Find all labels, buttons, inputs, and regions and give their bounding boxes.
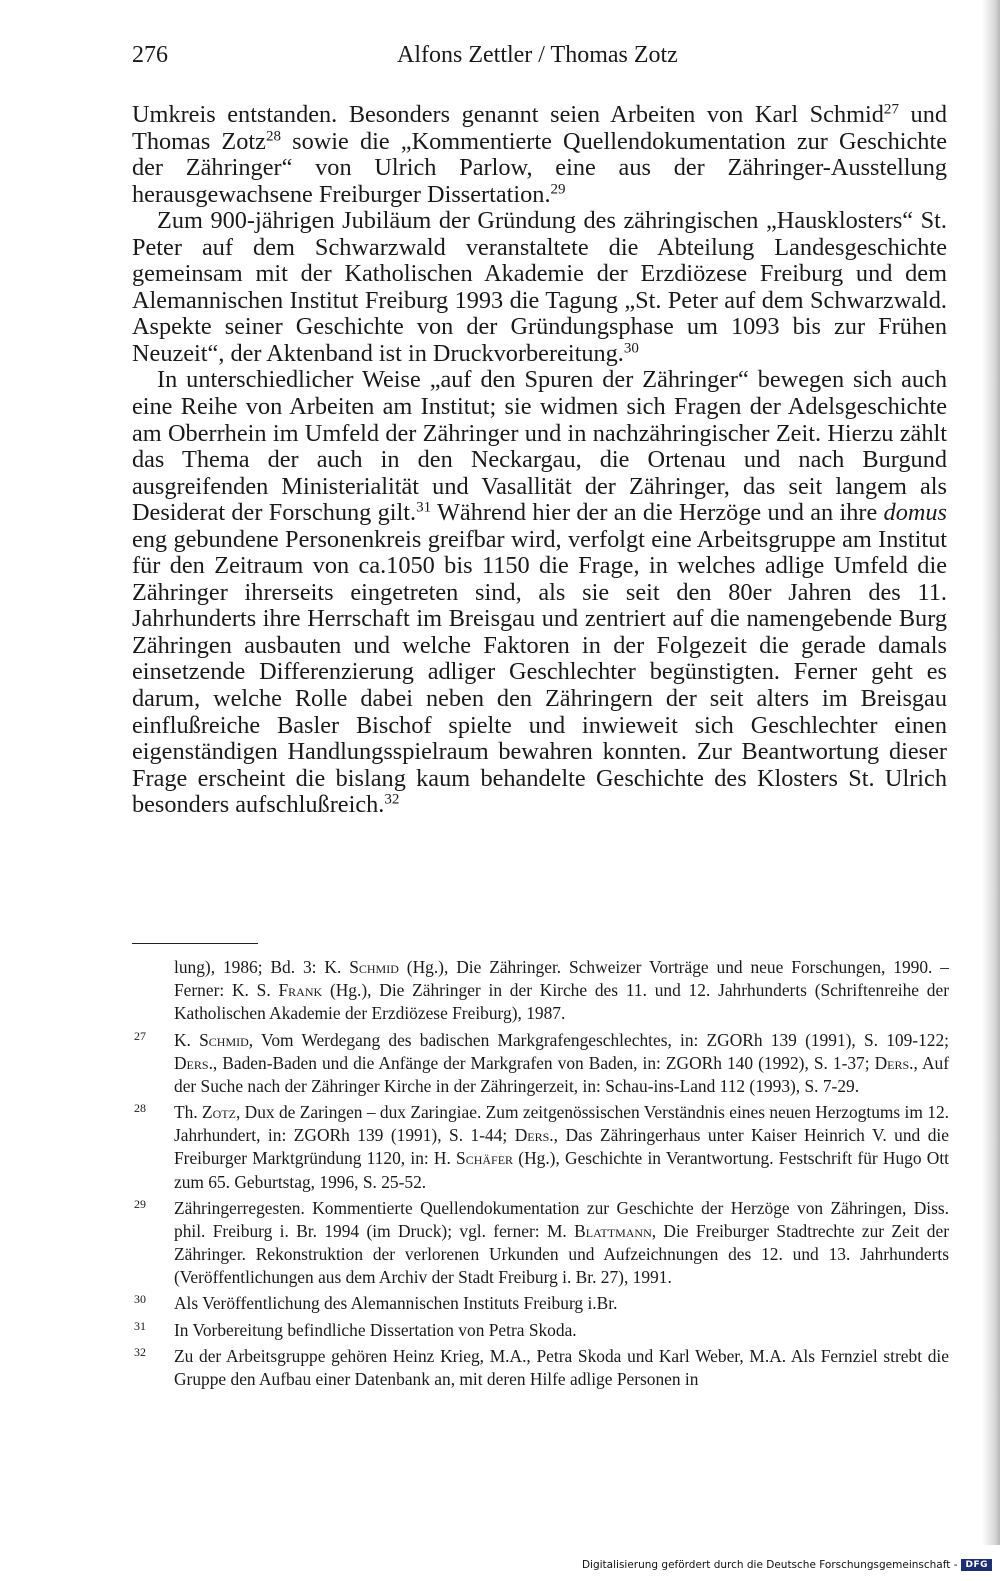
page-edge-shadow [982, 0, 1000, 1545]
text-run: In unterschiedlicher Weise „auf den Spuren der Zähringer“ bewegen sich auch eine Reihe von Arbeiten am Institut; sie widmen sich Fragen der Adelsgeschichte am Oberrhein im Umfeld der Zähringer und in nachzähringischer Zeit. Hierzu zählt das Thema der auch in den Neckargau, die Ortenau und nach Burgund ausgreifenden Ministerialität und Vasallität der Zähringer, das seit langem als Desiderat der Forschung gilt. [132, 366, 947, 527]
footnote-29 [132, 1197, 949, 1290]
author-name: Blattmann [574, 1220, 652, 1241]
digitization-credit [582, 1559, 992, 1571]
author-name: Ders. [874, 1052, 914, 1073]
paragraph [132, 367, 947, 818]
text-run: Umkreis entstanden. Besonders genannt seien Arbeiten von Karl Schmid [132, 101, 884, 128]
running-head: Alfons Zettler / Thomas Zotz [397, 42, 678, 68]
text-run: , Dux de Zaringen – dux Zaringiae. Zum zeitgenössischen Verständnis eines neuen Herzogtums im 12. Jahrhundert, in: ZGORh 139 (1991), S. 1-44; [174, 1102, 949, 1146]
text-run: lung), 1986; Bd. 3: K. [174, 957, 350, 977]
author-name: Schmid [199, 1029, 249, 1050]
footnote-27 [132, 1029, 949, 1099]
text-run: , Auf der Suche nach der Zähringer Kirche in der Zähringerzeit, in: Schau-ins-Land 112 (1993), S. 7-29. [174, 1052, 949, 1096]
text-run: , Das Zähringerhaus unter Kaiser Heinrich V. und die Freiburger Marktgründung 1120, in: H. [174, 1125, 949, 1169]
dfg-logo: DFG [961, 1559, 992, 1571]
footnote-continuation [132, 956, 949, 1026]
paragraph [132, 102, 947, 208]
author-name: Ders. [514, 1125, 554, 1146]
page-number: 276 [132, 42, 168, 68]
footnote-ref: 30 [623, 340, 639, 357]
text-run: (Hg.), Die Zähringer in der Kirche des 11. und 12. Jahrhunderts (Schriftenreihe der Katholischen Akademie der Erzdiözese Freiburg), 1987. [174, 980, 949, 1024]
author-name: Frank [278, 980, 323, 1001]
footnote-31 [132, 1319, 949, 1342]
author-name: Schäfer [456, 1148, 514, 1169]
text-run: eng gebundene Personenkreis greifbar wird, verfolgt eine Arbeitsgruppe am Institut für den Zeitraum von ca.1050 bis 1150 die Frage, in welches adlige Umfeld die Zähringer ihrerseits eingetreten sind, als sie seit den 80er Jahren des 11. Jahrhunderts ihre Herrschaft im Breisgau und zentriert auf die namengebende Burg Zähringen ausbauten und welche Faktoren in der Folgezeit die gerade damals einsetzende Differenzierung adliger Geschlechter begünstigten. Ferner geht es darum, welche Rolle dabei neben den Zähringern der seit alters im Breisgau einflußreiche Basler Bischof spielte und inwieweit sich Geschlechter einen eigenständigen Handlungsspielraum bewahren konnten. Zur Beantwortung dieser Frage erscheint die bislang kaum behandelte Geschichte des Klosters St. Ulrich besonders aufschlußreich. [132, 525, 947, 819]
author-name: Ders. [174, 1052, 213, 1073]
footnote-number: 31 [134, 1318, 146, 1333]
text-run: , Die Freiburger Stadtrechte zur Zeit der Zähringer. Rekonstruktion der verlorenen Urkunden und Aufzeichnungen des 12. und 13. Jahrhunderts (Veröffentlichungen aus dem Archiv der Stadt Freiburg i. Br. 27), 1991. [174, 1220, 949, 1288]
footnote-30 [132, 1292, 949, 1315]
text-run: Während hier der an die Herzöge und an ihre [431, 499, 884, 527]
text-run: , Baden-Baden und die Anfänge der Markgrafen von Baden, in: ZGORh 140 (1992), S. 1-37; [212, 1052, 875, 1073]
text-run: Zähringerregesten. Kommentierte Quellendokumentation zur Geschichte der Herzöge von Zähringen, Diss. phil. Freiburg i. Br. 1994 (im Druck); vgl. ferner: M. [174, 1197, 949, 1241]
text-run: (Hg.), Die Zähringer. Schweizer Vorträge und neue Forschungen, 1990. – Ferner: K. S. [174, 957, 949, 1001]
text-run: , Vom Werdegang des badischen Markgrafengeschlechtes, in: ZGORh 139 (1991), S. 109-122; [248, 1029, 949, 1050]
text-run: sowie die „Kommentierte Quellendokumentation zur Geschichte der Zähringer“ von Ulrich Parlow, eine aus der Zähringer-Ausstellung herausgewachsene Freiburger Dissertation. [132, 127, 947, 208]
footnote-ref: 32 [384, 791, 400, 808]
main-text [132, 102, 947, 819]
author-name: Zotz [202, 1102, 236, 1122]
footnote-ref: 31 [416, 499, 432, 516]
page-header [132, 42, 942, 82]
footnotes [132, 956, 949, 1394]
author-name: Schmid [349, 957, 399, 977]
footnote-separator [132, 943, 258, 944]
footnote-number: 28 [134, 1101, 146, 1115]
emphasis: domus [883, 499, 947, 527]
footnote-number: 27 [134, 1028, 146, 1043]
text-run: (Hg.), Geschichte in Verantwortung. Festschrift für Hugo Ott zum 65. Geburtstag, 1996, S. 25-52. [174, 1148, 949, 1192]
footnote-ref: 28 [265, 127, 281, 144]
footnote-number: 29 [134, 1196, 146, 1211]
text-run: In Vorbereitung befindliche Dissertation von Petra Skoda. [174, 1319, 577, 1340]
text-run: und Thomas Zotz [132, 101, 947, 155]
footnote-28 [132, 1101, 949, 1194]
text-run: Zu der Arbeitsgruppe gehören Heinz Krieg, M.A., Petra Skoda und Karl Weber, M.A. Als Fernziel strebt die Gruppe den Aufbau einer Datenbank an, mit deren Hilfe adlige Personen in [174, 1345, 949, 1389]
paragraph [132, 208, 947, 367]
footnote-number: 30 [134, 1292, 146, 1307]
footnote-ref: 29 [550, 180, 566, 197]
credit-text: Digitalisierung gefördert durch die Deutsche Forschungsgemeinschaft - [581, 1559, 958, 1571]
footnote-32 [132, 1345, 949, 1391]
footnote-number: 32 [134, 1344, 146, 1359]
footnote-ref: 27 [883, 101, 899, 118]
text-run: Th. [174, 1102, 203, 1122]
text-run: Zum 900-jährigen Jubiläum der Gründung des zähringischen „Hausklosters“ St. Peter auf dem Schwarzwald veranstaltete die Abteilung Landesgeschichte gemeinsam mit der Katholischen Akademie der Erzdiözese Freiburg und dem Alemannischen Institut Freiburg 1993 die Tagung „St. Peter auf dem Schwarzwald. Aspekte seiner Geschichte von der Gründungsphase um 1093 bis zur Frühen Neuzeit“, der Aktenband ist in Druckvorbereitung. [132, 207, 947, 367]
text-run: Als Veröffentlichung des Alemannischen Instituts Freiburg i.Br. [174, 1293, 618, 1314]
text-run: K. [174, 1029, 200, 1050]
